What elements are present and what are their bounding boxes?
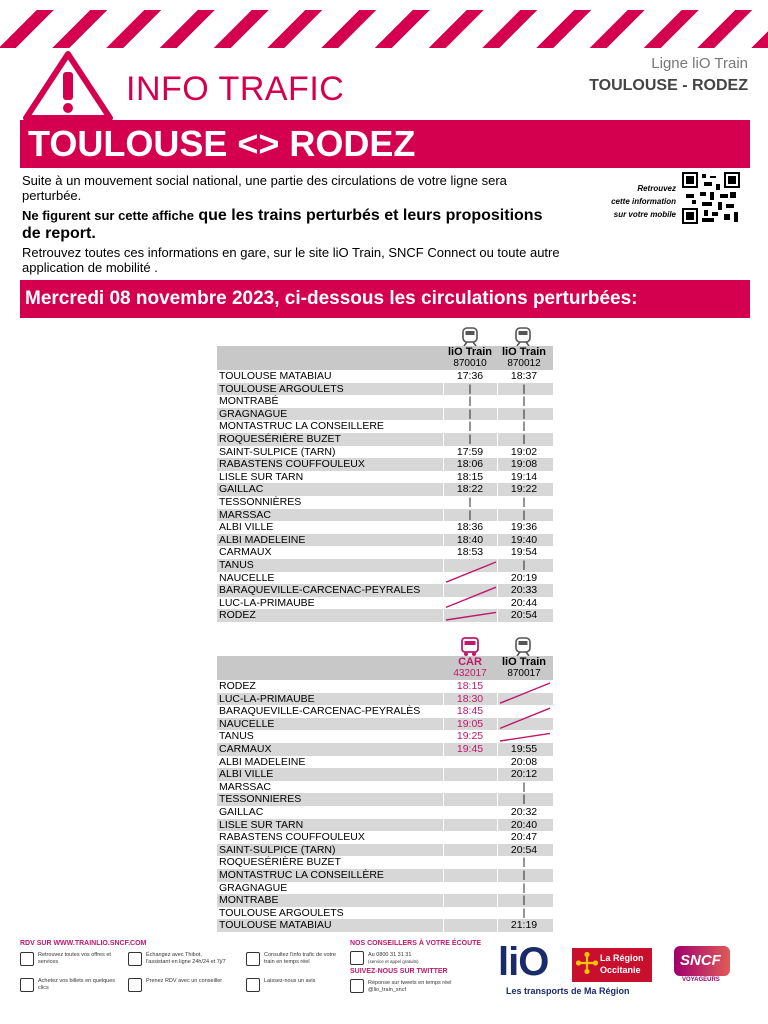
stop-name: LUC-LA-PRIMAUBE [219,596,315,609]
time-cell: 20:44 [510,596,538,609]
timetable-header [217,656,553,680]
stop-name: TOULOUSE ARGOULETS [219,906,344,919]
stop-name: TANUS [219,558,254,571]
notice-rest: que les trains perturbés et leurs propositions de report. [22,207,543,242]
occitanie-text: La Région Occitanie [600,953,644,975]
column-separator [443,534,444,547]
stop-name: LUC-LA-PRIMAUBE [219,692,315,705]
offers-icon [20,952,34,966]
stop-name: RODEZ [219,609,256,622]
table-row [217,768,553,781]
header-corner [217,346,444,370]
column-separator [497,458,498,471]
table-row [217,395,553,408]
column-separator [497,869,498,882]
table-row [217,509,553,522]
time-cell: 19:25 [456,730,484,743]
column-separator [497,705,498,718]
time-cell: 19:36 [510,521,538,534]
time-cell: 18:30 [456,692,484,705]
table-row [217,844,553,857]
stop-name: TANUS [219,730,254,743]
table-row [217,471,553,484]
table-row [217,597,553,610]
column-separator [443,458,444,471]
qr-caption-line: sur votre mobile [613,210,676,219]
stop-name: GRAGNAGUE [219,881,288,894]
time-cell: 18:15 [456,680,484,692]
time-cell: | [522,793,526,806]
column-separator [497,768,498,781]
table-row [217,609,553,622]
column-separator [443,483,444,496]
time-cell: 18:40 [456,533,484,546]
table-row [217,882,553,895]
lio-tagline: Les transports de Ma Région [506,986,630,996]
column-separator [497,559,498,572]
clock-icon [246,952,260,966]
column-separator [443,408,444,421]
qr-caption-line: Retrouvez [637,184,676,193]
column-separator [443,756,444,769]
sncf-text: SNCF [680,952,721,969]
time-cell: 20:12 [510,768,538,781]
column-separator [497,597,498,610]
time-cell: 18:15 [456,470,484,483]
column-separator [443,559,444,572]
column-separator [443,793,444,806]
time-cell: | [522,395,526,408]
intro-text: Suite à un mouvement social national, une partie des circulations de votre ligne sera perturbée. [22,173,507,203]
time-cell: 21:19 [510,919,538,932]
column-header [498,656,550,680]
time-cell: 19:05 [456,717,484,730]
footer-item: Achetez vos billets en quelques clics [38,978,116,991]
time-cell: | [522,894,526,907]
time-cell: 20:33 [510,584,538,597]
footer-phone[interactable]: Au 0800 31 31 31 [368,952,412,958]
table-row [217,869,553,882]
column-separator [497,844,498,857]
comment-icon [246,978,260,992]
time-cell: 18:36 [456,521,484,534]
stop-name: TOULOUSE ARGOULETS [219,382,344,395]
column-separator [443,572,444,585]
table-row [217,370,553,383]
column-separator [443,370,444,383]
twitter-icon [350,979,364,993]
footer-rdv[interactable]: RDV SUR WWW.TRAINLIO.SNCF.COM [20,940,147,947]
time-cell: 20:32 [510,805,538,818]
train-icon [497,326,549,348]
lio-logo-text: liO [498,940,549,984]
stop-name: MARSSAC [219,780,271,793]
column-separator [497,584,498,597]
time-cell: | [468,395,472,408]
timetable-header [217,346,553,370]
stop-name: ALBI MADELEINE [219,755,306,768]
time-cell: 20:54 [510,843,538,856]
column-separator [443,584,444,597]
table-row [217,408,553,421]
column-separator [443,844,444,857]
header-corner [217,656,444,680]
stop-name: MONTASTRUC LA CONSEILLÈRE [219,868,384,881]
table-row [217,705,553,718]
train-icon [444,326,496,348]
time-cell: | [468,508,472,521]
stop-name: NAUCELLE [219,717,275,730]
column-mode: CAR [458,656,482,668]
footer-item: Laissez-nous un avis [264,978,316,984]
column-separator [443,433,444,446]
column-separator [497,907,498,920]
column-mode: liO Train [501,656,546,668]
stop-name: MONTRABÉ [219,395,279,408]
column-separator [497,856,498,869]
sncf-logo [674,946,730,986]
column-mode: liO Train [501,346,546,358]
column-separator [497,433,498,446]
column-number: 870017 [507,668,541,679]
stop-name: SAINT-SULPICE (TARN) [219,445,336,458]
table-row [217,831,553,844]
calendar-icon [128,978,142,992]
time-cell: 19:14 [510,470,538,483]
stop-name: ROQUESÉRIÈRE BUZET [219,856,341,869]
column-separator [443,882,444,895]
footer-conseillers: NOS CONSEILLERS À VOTRE ÉCOUTE [350,940,482,947]
page-title: TOULOUSE <> RODEZ [20,120,750,168]
time-cell: | [522,780,526,793]
time-cell: 18:22 [456,483,484,496]
stop-name: TOULOUSE MATABIAU [219,919,332,932]
column-separator [497,718,498,731]
stop-name: RABASTENS COUFFOULEUX [219,458,365,471]
time-cell: | [522,558,526,571]
column-separator [497,743,498,756]
table-row [217,907,553,920]
column-separator [497,831,498,844]
table-row [217,534,553,547]
column-separator [497,534,498,547]
table-row [217,919,553,932]
column-separator [443,831,444,844]
table-row [217,693,553,706]
column-separator [443,730,444,743]
column-separator [497,609,498,622]
time-cell: 20:19 [510,571,538,584]
time-cell: 18:06 [456,458,484,471]
time-cell: 19:55 [510,742,538,755]
stop-name: LISLE SUR TARN [219,818,304,831]
time-cell: 19:40 [510,533,538,546]
ticket-icon [20,978,34,992]
column-separator [443,743,444,756]
table-row [217,781,553,794]
footer-twitter-text[interactable]: Réponse sur tweets en temps réel @lio_train_sncf [368,980,452,993]
column-separator [497,819,498,832]
column-separator [443,919,444,932]
time-cell: 20:54 [510,609,538,622]
table-row [217,793,553,806]
column-separator [443,597,444,610]
time-cell: 19:22 [510,483,538,496]
time-cell: | [522,432,526,445]
stop-name: GAILLAC [219,483,264,496]
column-separator [443,395,444,408]
stop-name: RODEZ [219,680,256,692]
column-separator [443,907,444,920]
column-separator [497,894,498,907]
table-row [217,680,553,693]
table-row [217,383,553,396]
column-header [498,346,550,370]
table-row [217,559,553,572]
column-separator [443,869,444,882]
column-separator [497,756,498,769]
table-row [217,856,553,869]
column-separator [443,806,444,819]
table-row [217,446,553,459]
column-separator [443,383,444,396]
column-separator [497,693,498,706]
column-separator [443,680,444,693]
notice-prefix: Ne figurent sur cette affiche [22,208,194,223]
time-cell: 18:37 [510,370,538,382]
column-number: 432017 [453,668,487,679]
time-cell: 18:45 [456,705,484,718]
table-row [217,572,553,585]
column-separator [443,471,444,484]
column-separator [497,446,498,459]
chat-icon [128,952,142,966]
table-row [217,819,553,832]
table-row [217,483,553,496]
stop-name: ROQUESÉRIÈRE BUZET [219,432,341,445]
time-cell: 19:45 [456,742,484,755]
column-separator [497,730,498,743]
stop-name: LISLE SUR TARN [219,470,304,483]
time-cell: | [522,856,526,869]
table-row [217,584,553,597]
time-cell: 20:47 [510,831,538,844]
table-row [217,756,553,769]
column-separator [497,370,498,383]
table-row [217,496,553,509]
time-cell: | [522,420,526,433]
info-trafic-heading: INFO TRAFIC [126,70,345,108]
time-cell: 19:02 [510,445,538,458]
column-separator [443,521,444,534]
date-banner: Mercredi 08 novembre 2023, ci-dessous les circulations perturbées: [20,280,750,318]
column-separator [443,609,444,622]
time-cell: | [522,407,526,420]
stop-name: ALBI VILLE [219,768,274,781]
time-cell: | [468,432,472,445]
route-name: TOULOUSE - RODEZ [589,77,748,94]
qr-caption-line: cette information [611,197,676,206]
column-separator [443,856,444,869]
column-number: 870012 [507,358,541,369]
column-separator [497,882,498,895]
stop-name: RABASTENS COUFFOULEUX [219,831,365,844]
table-row [217,420,553,433]
column-separator [443,420,444,433]
stop-name: BARAQUEVILLE-CARCENAC-PEYRALÈS [219,705,421,718]
column-separator [443,781,444,794]
timetable-rodez-toulouse [217,656,553,932]
column-mode: liO Train [447,346,492,358]
timetable-toulouse-rodez [217,346,553,622]
notice-text [22,207,562,243]
time-cell: 20:08 [510,755,538,768]
column-header [444,346,496,370]
time-cell: | [468,407,472,420]
table-row [217,458,553,471]
column-separator [443,546,444,559]
stop-name: SAINT-SULPICE (TARN) [219,843,336,856]
time-cell: | [522,382,526,395]
column-separator [497,420,498,433]
column-separator [497,408,498,421]
stop-name: TESSONNIERES [219,793,302,806]
time-cell: | [522,881,526,894]
table-row [217,806,553,819]
stop-name: CARMAUX [219,546,272,559]
footer-item: Échangez avec Thibot, l'assistant en ligne 24h/24 et 7j/7 [146,952,226,965]
time-cell: | [468,495,472,508]
column-separator [497,781,498,794]
stop-name: MONTRABE [219,894,279,907]
column-separator [497,509,498,522]
column-separator [497,572,498,585]
footer-item: Prenez RDV avec un conseiller [146,978,223,984]
column-separator [497,680,498,693]
column-separator [443,718,444,731]
time-cell: | [522,508,526,521]
time-cell: 17:59 [456,445,484,458]
footer [18,938,750,1018]
time-cell: | [468,382,472,395]
train-icon [497,636,549,658]
qr-caption [604,182,676,221]
voyageurs-text: VOYAGEURS [682,977,720,983]
footer-twitter-title: SUIVEZ-NOUS SUR TWITTER [350,968,448,975]
column-separator [497,793,498,806]
column-separator [443,693,444,706]
warning-stripes [0,0,768,48]
column-separator [443,894,444,907]
column-separator [443,768,444,781]
column-separator [497,919,498,932]
column-separator [443,819,444,832]
column-separator [497,471,498,484]
info-text: Retrouvez toutes ces informations en gare, sur le site liO Train, SNCF Connect ou toute autre application de mobilité . [22,245,560,275]
stop-name: GAILLAC [219,805,264,818]
stop-name: NAUCELLE [219,571,275,584]
footer-item: Retrouvez toutes vos offres et services [38,952,111,965]
table-row [217,894,553,907]
column-separator [497,395,498,408]
table-row [217,546,553,559]
time-cell: 17:36 [456,370,484,382]
phone-icon [350,951,364,965]
qr-code[interactable] [682,172,740,224]
footer-phone-note: (service et appel gratuits) [368,959,419,964]
time-cell: | [522,906,526,919]
stop-name: TESSONNIÈRES [219,495,302,508]
stop-name: GRAGNAGUE [219,407,288,420]
column-separator [497,483,498,496]
time-cell: 19:08 [510,458,538,471]
footer-item: Consultez l'info trafic de votre train en temps réel [264,952,336,965]
column-separator [497,521,498,534]
stop-name: MARSSAC [219,508,271,521]
table-row [217,718,553,731]
occitanie-cross-icon [576,952,598,974]
time-cell: | [522,495,526,508]
time-cell: 20:40 [510,818,538,831]
time-cell: | [522,868,526,881]
warning-icon [22,50,114,122]
stop-name: CARMAUX [219,742,272,755]
table-row [217,521,553,534]
table-row [217,743,553,756]
table-row [217,730,553,743]
column-header [444,656,496,680]
table-row [217,433,553,446]
stop-name: BARAQUEVILLE-CARCENAC-PEYRALES [219,584,421,597]
bus-icon [444,636,496,658]
column-separator [497,383,498,396]
column-separator [497,806,498,819]
line-name: Ligne liO Train [651,55,748,72]
column-separator [443,496,444,509]
column-separator [443,509,444,522]
stop-name: ALBI VILLE [219,521,274,534]
column-separator [443,446,444,459]
stop-name: MONTASTRUC LA CONSEILLERE [219,420,384,433]
column-number: 870010 [453,358,487,369]
column-separator [497,496,498,509]
time-cell: 19:54 [510,546,538,559]
column-separator [497,546,498,559]
column-separator [443,705,444,718]
stop-name: ALBI MADELEINE [219,533,306,546]
stop-name: TOULOUSE MATABIAU [219,370,332,382]
time-cell: 18:53 [456,546,484,559]
time-cell: | [468,420,472,433]
